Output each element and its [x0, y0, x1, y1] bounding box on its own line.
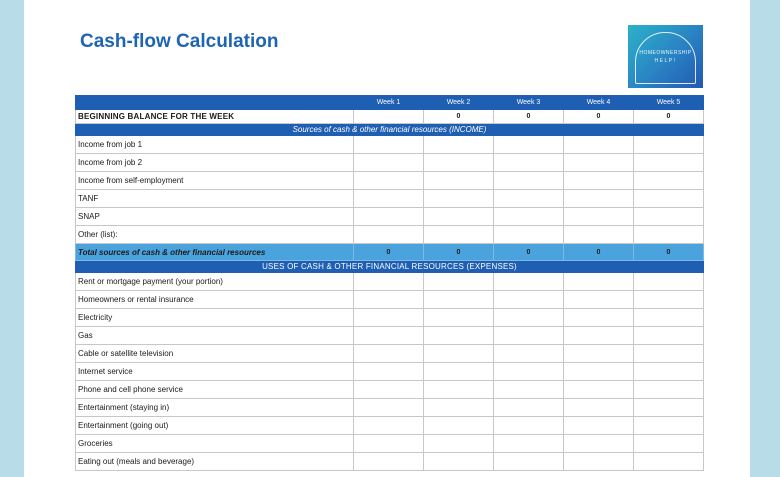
- amount-cell[interactable]: [494, 381, 564, 399]
- row-label: Income from job 2: [76, 154, 354, 172]
- amount-cell[interactable]: [494, 190, 564, 208]
- income-row: [76, 190, 704, 208]
- balance-cell[interactable]: 0: [424, 110, 494, 124]
- logo-text-line1: HOMEOWNERSHIP: [639, 50, 692, 56]
- expense-row: [76, 399, 704, 417]
- amount-cell[interactable]: [564, 363, 634, 381]
- expense-row: [76, 345, 704, 363]
- header-blank-cell: [76, 96, 354, 110]
- expense-row: [76, 417, 704, 435]
- amount-cell[interactable]: [564, 453, 634, 471]
- amount-cell[interactable]: [564, 381, 634, 399]
- amount-cell[interactable]: [494, 273, 564, 291]
- row-label: Groceries: [76, 435, 354, 453]
- balance-cell[interactable]: 0: [564, 110, 634, 124]
- row-label: SNAP: [76, 208, 354, 226]
- amount-cell[interactable]: [424, 345, 494, 363]
- amount-cell[interactable]: [564, 226, 634, 244]
- income-section-title: Sources of cash & other financial resources (INCOME): [76, 124, 704, 136]
- amount-cell[interactable]: [494, 208, 564, 226]
- income-total-row: [76, 244, 704, 261]
- amount-cell[interactable]: [494, 345, 564, 363]
- amount-cell[interactable]: [564, 291, 634, 309]
- amount-cell[interactable]: [564, 309, 634, 327]
- expense-row: [76, 381, 704, 399]
- row-label: Income from job 1: [76, 136, 354, 154]
- amount-cell[interactable]: [494, 291, 564, 309]
- balance-cell[interactable]: [354, 110, 424, 124]
- amount-cell[interactable]: [424, 417, 494, 435]
- balance-cell[interactable]: 0: [634, 110, 704, 124]
- amount-cell[interactable]: [354, 172, 424, 190]
- amount-cell[interactable]: [634, 381, 704, 399]
- expenses-section-title: USES OF CASH & OTHER FINANCIAL RESOURCES (EXPENSES): [76, 261, 704, 273]
- amount-cell[interactable]: [424, 190, 494, 208]
- amount-cell[interactable]: [354, 453, 424, 471]
- amount-cell[interactable]: [424, 381, 494, 399]
- amount-cell[interactable]: [424, 309, 494, 327]
- row-label: Income from self-employment: [76, 172, 354, 190]
- homeownership-help-logo: [628, 25, 703, 88]
- amount-cell[interactable]: [354, 363, 424, 381]
- income-total-label: Total sources of cash & other financial resources: [76, 244, 354, 261]
- week-header-row: [76, 96, 704, 110]
- amount-cell[interactable]: [564, 273, 634, 291]
- amount-cell[interactable]: [634, 417, 704, 435]
- amount-cell[interactable]: [354, 399, 424, 417]
- row-label: Rent or mortgage payment (your portion): [76, 273, 354, 291]
- amount-cell[interactable]: [494, 453, 564, 471]
- amount-cell[interactable]: [494, 363, 564, 381]
- row-label: Cable or satellite television: [76, 345, 354, 363]
- amount-cell[interactable]: [634, 291, 704, 309]
- amount-cell[interactable]: [424, 327, 494, 345]
- amount-cell[interactable]: [354, 190, 424, 208]
- amount-cell[interactable]: [564, 327, 634, 345]
- row-label: Entertainment (staying in): [76, 399, 354, 417]
- amount-cell[interactable]: [634, 226, 704, 244]
- cash-flow-table: [75, 95, 704, 471]
- income-row: [76, 208, 704, 226]
- amount-cell[interactable]: [424, 363, 494, 381]
- amount-cell[interactable]: [424, 291, 494, 309]
- amount-cell[interactable]: [354, 345, 424, 363]
- beginning-balance-row: [76, 110, 704, 124]
- income-row: [76, 136, 704, 154]
- expense-row: [76, 273, 704, 291]
- logo-text-line2: HELP!: [654, 58, 677, 64]
- amount-cell[interactable]: [494, 399, 564, 417]
- amount-cell[interactable]: [354, 381, 424, 399]
- total-cell: 0: [494, 244, 564, 261]
- amount-cell[interactable]: [494, 136, 564, 154]
- total-cell: 0: [424, 244, 494, 261]
- amount-cell[interactable]: [424, 136, 494, 154]
- amount-cell[interactable]: [494, 417, 564, 435]
- amount-cell[interactable]: [564, 172, 634, 190]
- page-title: Cash-flow Calculation: [80, 31, 279, 52]
- amount-cell[interactable]: [354, 327, 424, 345]
- expense-row: [76, 435, 704, 453]
- row-label: Homeowners or rental insurance: [76, 291, 354, 309]
- amount-cell[interactable]: [494, 327, 564, 345]
- row-label: TANF: [76, 190, 354, 208]
- income-row: [76, 226, 704, 244]
- amount-cell[interactable]: [424, 273, 494, 291]
- amount-cell[interactable]: [354, 226, 424, 244]
- amount-cell[interactable]: [354, 309, 424, 327]
- amount-cell[interactable]: [354, 154, 424, 172]
- amount-cell[interactable]: [424, 399, 494, 417]
- expense-row: [76, 363, 704, 381]
- income-row: [76, 172, 704, 190]
- expense-row: [76, 453, 704, 471]
- amount-cell[interactable]: [354, 273, 424, 291]
- amount-cell[interactable]: [634, 453, 704, 471]
- amount-cell[interactable]: [634, 345, 704, 363]
- amount-cell[interactable]: [494, 226, 564, 244]
- amount-cell[interactable]: [634, 154, 704, 172]
- amount-cell[interactable]: [564, 154, 634, 172]
- amount-cell[interactable]: [634, 327, 704, 345]
- amount-cell[interactable]: [564, 208, 634, 226]
- row-label: Gas: [76, 327, 354, 345]
- expense-row: [76, 291, 704, 309]
- amount-cell[interactable]: [424, 172, 494, 190]
- amount-cell[interactable]: [564, 435, 634, 453]
- expenses-section-header: [76, 261, 704, 273]
- amount-cell[interactable]: [634, 309, 704, 327]
- amount-cell[interactable]: [634, 435, 704, 453]
- week-header-cell: Week 3: [494, 96, 564, 110]
- beginning-balance-label: BEGINNING BALANCE FOR THE WEEK: [76, 110, 354, 124]
- amount-cell[interactable]: [634, 363, 704, 381]
- total-cell: 0: [564, 244, 634, 261]
- expense-row: [76, 327, 704, 345]
- amount-cell[interactable]: [354, 291, 424, 309]
- week-header-cell: Week 4: [564, 96, 634, 110]
- amount-cell[interactable]: [634, 172, 704, 190]
- amount-cell[interactable]: [494, 435, 564, 453]
- week-header-cell: Week 1: [354, 96, 424, 110]
- expense-row: [76, 309, 704, 327]
- amount-cell[interactable]: [424, 154, 494, 172]
- amount-cell[interactable]: [564, 399, 634, 417]
- row-label: Electricity: [76, 309, 354, 327]
- amount-cell[interactable]: [634, 208, 704, 226]
- total-cell: 0: [634, 244, 704, 261]
- income-row: [76, 154, 704, 172]
- row-label: Other (list):: [76, 226, 354, 244]
- row-label: Phone and cell phone service: [76, 381, 354, 399]
- amount-cell[interactable]: [564, 190, 634, 208]
- amount-cell[interactable]: [564, 417, 634, 435]
- amount-cell[interactable]: [634, 399, 704, 417]
- income-section-header: [76, 124, 704, 136]
- amount-cell[interactable]: [424, 453, 494, 471]
- balance-cell[interactable]: 0: [494, 110, 564, 124]
- amount-cell[interactable]: [494, 172, 564, 190]
- amount-cell[interactable]: [424, 208, 494, 226]
- amount-cell[interactable]: [634, 190, 704, 208]
- row-label: Eating out (meals and beverage): [76, 453, 354, 471]
- amount-cell[interactable]: [634, 136, 704, 154]
- row-label: Internet service: [76, 363, 354, 381]
- week-header-cell: Week 5: [634, 96, 704, 110]
- amount-cell[interactable]: [354, 208, 424, 226]
- amount-cell[interactable]: [564, 136, 634, 154]
- amount-cell[interactable]: [494, 154, 564, 172]
- total-cell: 0: [354, 244, 424, 261]
- amount-cell[interactable]: [354, 435, 424, 453]
- amount-cell[interactable]: [354, 136, 424, 154]
- amount-cell[interactable]: [494, 309, 564, 327]
- spreadsheet-page: [24, 0, 750, 477]
- week-header-cell: Week 2: [424, 96, 494, 110]
- amount-cell[interactable]: [634, 273, 704, 291]
- row-label: Entertainment (going out): [76, 417, 354, 435]
- amount-cell[interactable]: [354, 417, 424, 435]
- amount-cell[interactable]: [424, 226, 494, 244]
- amount-cell[interactable]: [424, 435, 494, 453]
- amount-cell[interactable]: [564, 345, 634, 363]
